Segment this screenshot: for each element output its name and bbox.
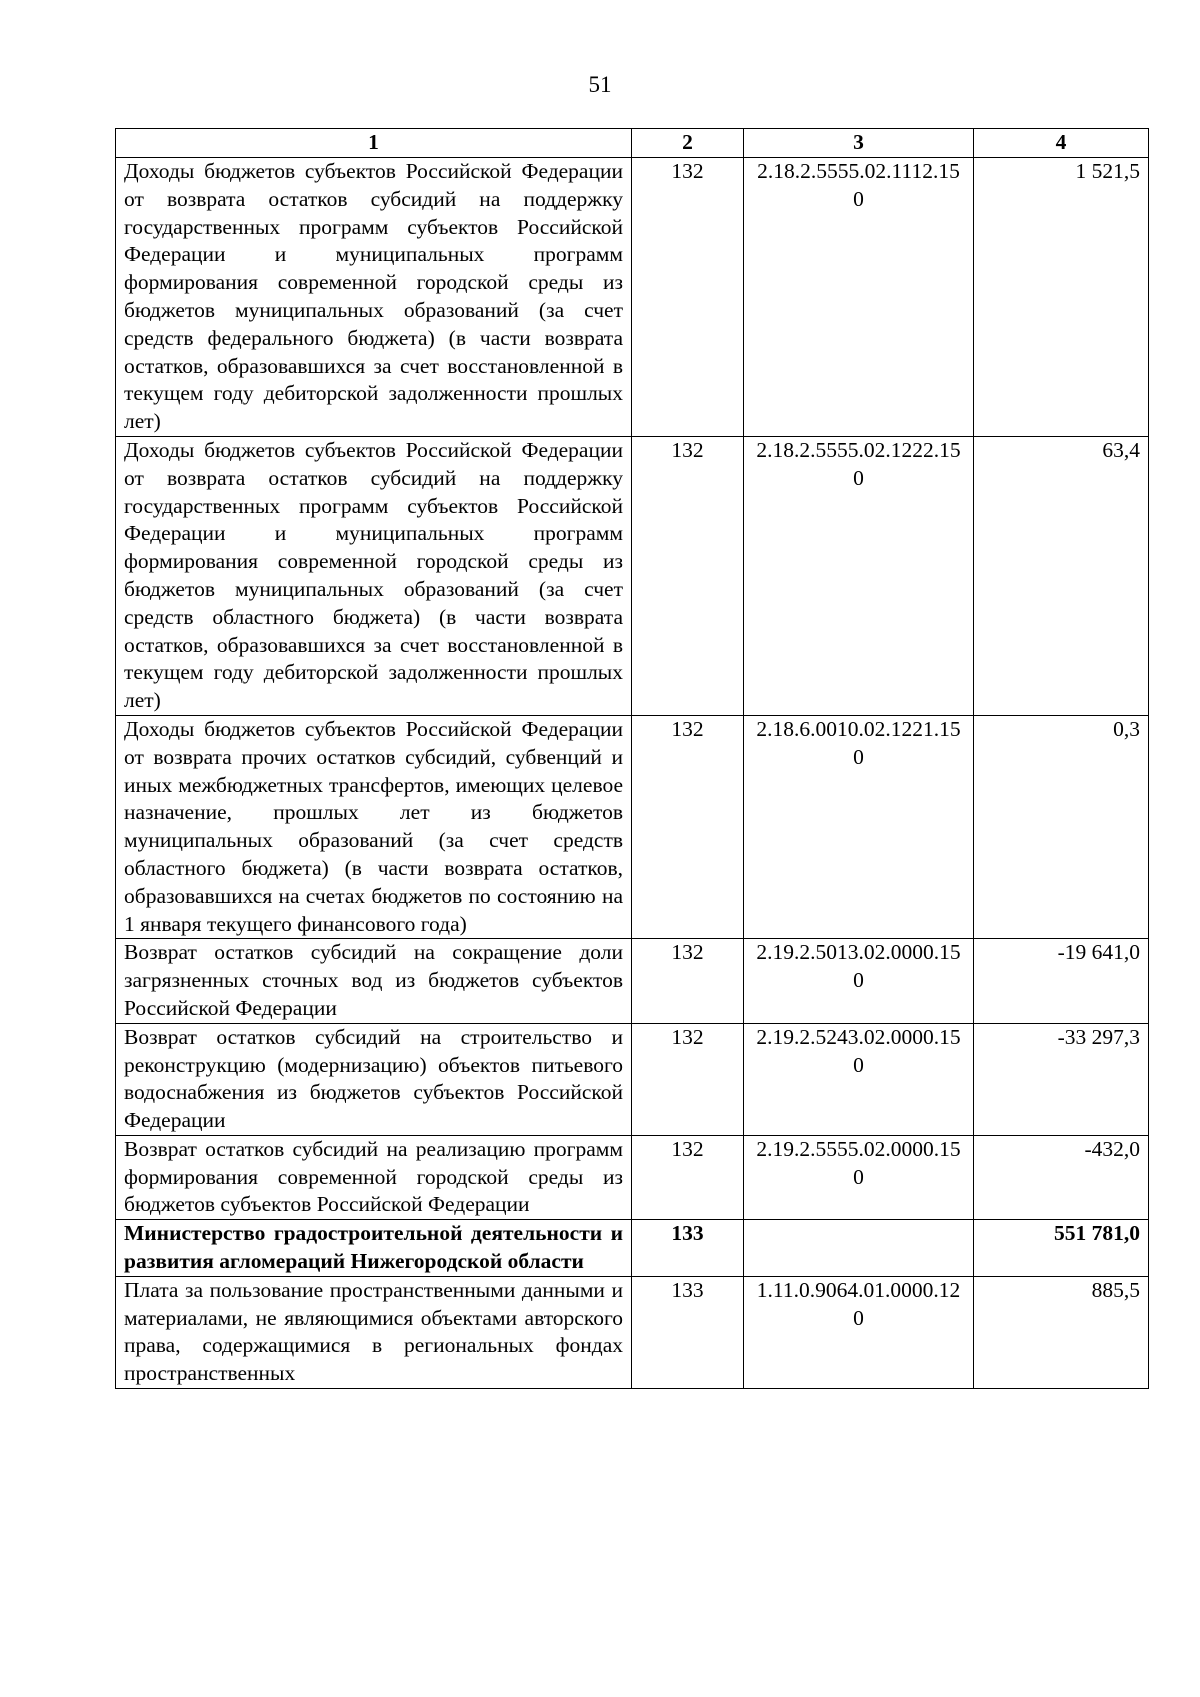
table-row [116, 1135, 1149, 1219]
row-admin-code: 132 [632, 715, 744, 938]
row-admin-code: 132 [632, 436, 744, 715]
row-amount: 885,5 [974, 1276, 1149, 1388]
row-description: Возврат остатков субсидий на строительство и реконструкцию (модернизацию) объектов питьевого водоснабжения из бюджетов субъектов Российской Федерации [116, 1023, 632, 1135]
row-classification-code: 2.19.2.5013.02.0000.150 [744, 939, 974, 1023]
table-row [116, 158, 1149, 437]
column-header-4: 4 [974, 129, 1149, 158]
budget-table [115, 128, 1149, 1389]
row-admin-code: 132 [632, 1023, 744, 1135]
column-header-2: 2 [632, 129, 744, 158]
header-row [116, 129, 1149, 158]
row-amount: 63,4 [974, 436, 1149, 715]
row-classification-code: 2.19.2.5243.02.0000.150 [744, 1023, 974, 1135]
row-classification-code: 2.18.2.5555.02.1112.150 [744, 158, 974, 437]
row-amount: 1 521,5 [974, 158, 1149, 437]
row-description: Министерство градостроительной деятельности и развития агломераций Нижегородской области [116, 1220, 632, 1277]
row-admin-code: 133 [632, 1220, 744, 1277]
table-row [116, 1276, 1149, 1388]
row-amount: 0,3 [974, 715, 1149, 938]
table-row [116, 1023, 1149, 1135]
row-amount: -33 297,3 [974, 1023, 1149, 1135]
row-classification-code: 2.18.6.0010.02.1221.150 [744, 715, 974, 938]
row-admin-code: 132 [632, 939, 744, 1023]
row-description: Доходы бюджетов субъектов Российской Федерации от возврата остатков субсидий на поддержку государственных программ субъектов Российской Федерации и муниципальных программ формирования современной городской среды из бюджетов муниципальных образований (за счет средств федерального бюджета) (в части возврата остатков, образовавшихся за счет восстановленной в текущем году дебиторской задолженности прошлых лет) [116, 158, 632, 437]
table-row [116, 939, 1149, 1023]
row-amount: -432,0 [974, 1135, 1149, 1219]
table-row [116, 715, 1149, 938]
row-admin-code: 133 [632, 1276, 744, 1388]
row-classification-code: 2.19.2.5555.02.0000.150 [744, 1135, 974, 1219]
row-classification-code: 1.11.0.9064.01.0000.120 [744, 1276, 974, 1388]
row-description: Возврат остатков субсидий на сокращение доли загрязненных сточных вод из бюджетов субъектов Российской Федерации [116, 939, 632, 1023]
row-classification-code [744, 1220, 974, 1277]
row-admin-code: 132 [632, 1135, 744, 1219]
column-header-3: 3 [744, 129, 974, 158]
row-amount: -19 641,0 [974, 939, 1149, 1023]
row-description: Возврат остатков субсидий на реализацию программ формирования современной городской среды из бюджетов субъектов Российской Федерации [116, 1135, 632, 1219]
column-header-1: 1 [116, 129, 632, 158]
row-description: Плата за пользование пространственными данными и материалами, не являющимися объектами авторского права, содержащимися в региональных фондах пространственных [116, 1276, 632, 1388]
row-description: Доходы бюджетов субъектов Российской Федерации от возврата остатков субсидий на поддержку государственных программ субъектов Российской Федерации и муниципальных программ формирования современной городской среды из бюджетов муниципальных образований (за счет средств областного бюджета) (в части возврата остатков, образовавшихся за счет восстановленной в текущем году дебиторской задолженности прошлых лет) [116, 436, 632, 715]
table-row [116, 1220, 1149, 1277]
table-row [116, 436, 1149, 715]
row-classification-code: 2.18.2.5555.02.1222.150 [744, 436, 974, 715]
page-number: 51 [588, 72, 612, 97]
row-admin-code: 132 [632, 158, 744, 437]
row-amount: 551 781,0 [974, 1220, 1149, 1277]
row-description: Доходы бюджетов субъектов Российской Федерации от возврата прочих остатков субсидий, субвенций и иных межбюджетных трансфертов, имеющих целевое назначение, прошлых лет из бюджетов муниципальных образований (за счет средств областного бюджета) (в части возврата остатков, образовавшихся на счетах бюджетов по состоянию на 1 января текущего финансового года) [116, 715, 632, 938]
